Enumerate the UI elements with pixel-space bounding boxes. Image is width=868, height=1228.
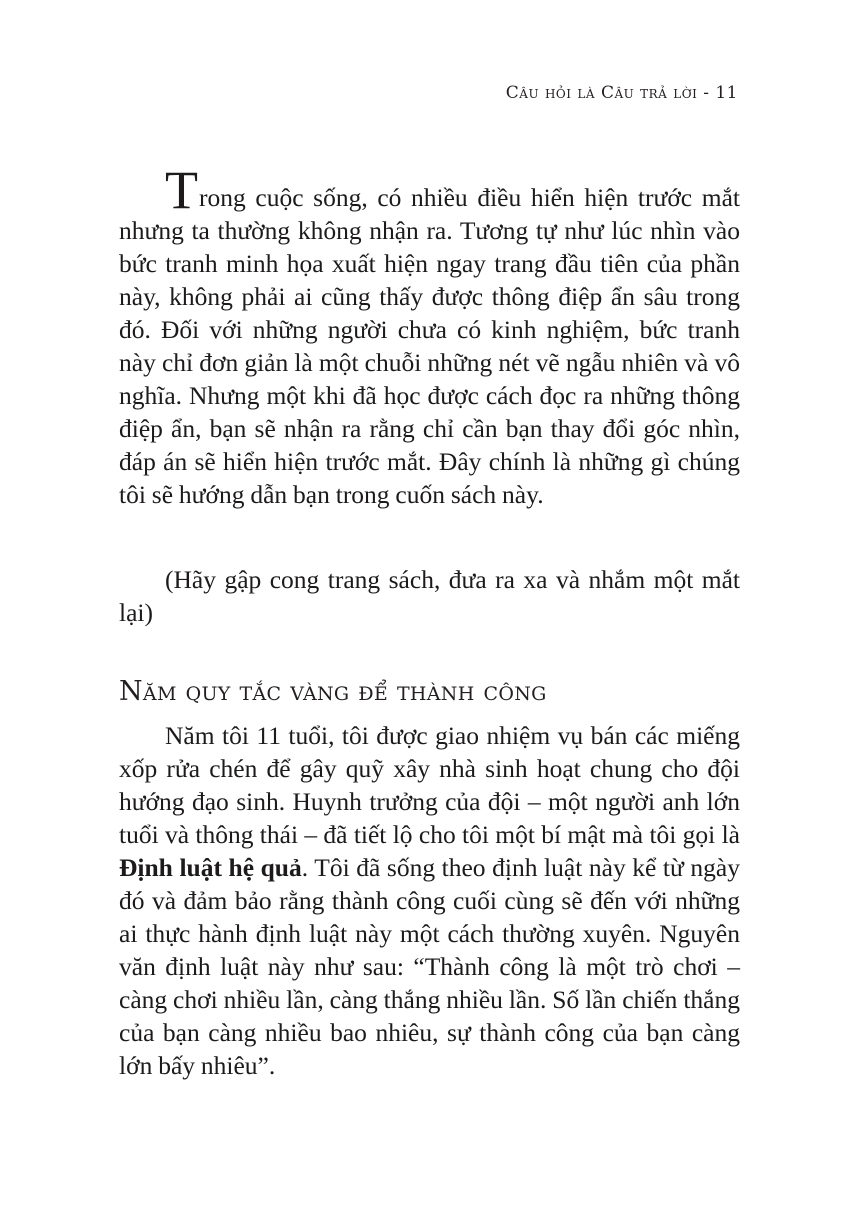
drop-cap: T (165, 160, 198, 220)
section-heading: Năm quy tắc vàng để thành công (119, 676, 547, 707)
bold-term: Định luật hệ quả (119, 853, 302, 882)
section-paragraph-text-start: Năm tôi 11 tuổi, tôi được giao nhiệm vụ bán các miếng xốp rửa chén để gây quỹ xây nhà sinh hoạt chung cho đội hướng đạo sinh. Huynh trưởng của đội – một người anh lớn tuổi và thông thái – đã tiết lộ cho tôi một bí mật mà tôi gọi là (119, 721, 740, 849)
instruction-paragraph: (Hãy gập cong trang sách, đưa ra xa và nhắm một mắt lại) (119, 565, 740, 627)
intro-paragraph (119, 160, 740, 511)
intro-paragraph-text: rong cuộc sống, có nhiều điều hiển hiện trước mắt nhưng ta thường không nhận ra. Tương tự như lúc nhìn vào bức tranh minh họa xuất hiện ngay trang đầu tiên của phần này, không phải ai cũng thấy được thông điệp ẩn sâu trong đó. Đối với những người chưa có kinh nghiệm, bức tranh này chỉ đơn giản là một chuỗi những nét vẽ ngẫu nhiên và vô nghĩa. Nhưng một khi đã học được cách đọc ra những thông điệp ẩn, bạn sẽ nhận ra rằng chỉ cần bạn thay đổi góc nhìn, đáp án sẽ hiển hiện trước mắt. Đây chính là những gì chúng tôi sẽ hướng dẫn bạn trong cuốn sách này. (119, 183, 740, 509)
section-paragraph (119, 719, 740, 1082)
running-header: Câu hỏi là Câu trả lời - 11 (505, 83, 738, 103)
section-paragraph-text-end: . Tôi đã sống theo định luật này kể từ ngày đó và đảm bảo rằng thành công cuối cùng sẽ đến với những ai thực hành định luật này một cách thường xuyên. Nguyên văn định luật này như sau: “Thành công là một trò chơi – càng chơi nhiều lần, càng thắng nhiều lần. Số lần chiến thắng của bạn càng nhiều bao nhiêu, sự thành công của bạn càng lớn bấy nhiêu”. (119, 853, 740, 1080)
